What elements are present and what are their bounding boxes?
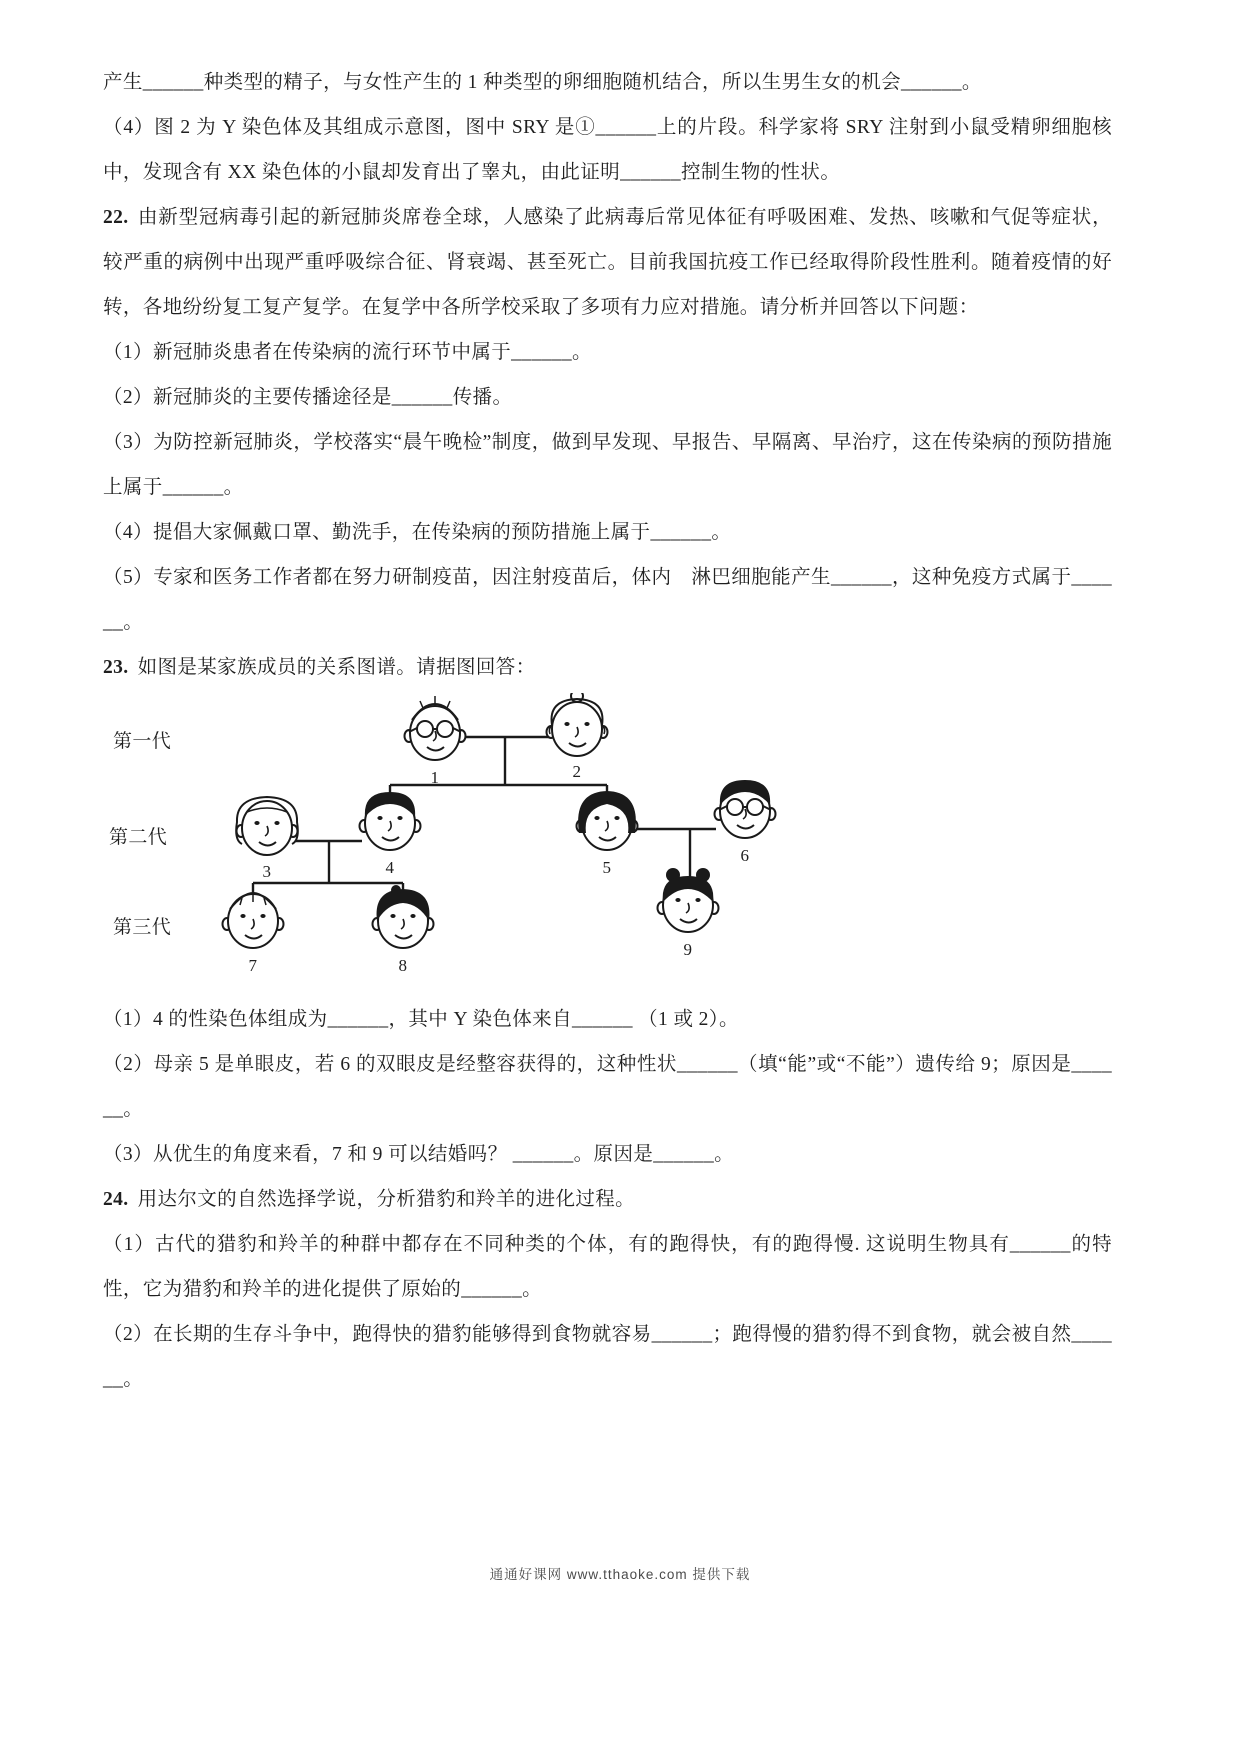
person-9-face bbox=[658, 868, 719, 932]
pedigree-diagram bbox=[105, 693, 850, 993]
person-5-face bbox=[577, 791, 638, 850]
question-24-intro: 用达尔文的自然选择学说，分析猎豹和羚羊的进化过程。 bbox=[137, 1189, 636, 1210]
person-2-number: 2 bbox=[572, 762, 582, 781]
question-24-item-2: （2）在长期的生存斗争中，跑得快的猎豹能够得到食物就容易______；跑得慢的猎豹得不到食物，就会被自然______。 bbox=[103, 1324, 1112, 1390]
question-22-item-5: （5）专家和医务工作者都在努力研制疫苗，因注射疫苗后，体内 淋巴细胞能产生______，这种免疫方式属于______。 bbox=[103, 567, 1112, 633]
person-1-number: 1 bbox=[430, 768, 440, 787]
person-9-number: 9 bbox=[683, 940, 693, 959]
question-22 bbox=[103, 195, 1112, 330]
person-8-number: 8 bbox=[398, 956, 408, 975]
question-22-item-2: （2）新冠肺炎的主要传播途径是______传播。 bbox=[103, 387, 513, 408]
person-2-face bbox=[547, 693, 608, 756]
question-22-item-3: （3）为防控新冠肺炎，学校落实“晨午晚检”制度，做到早发现、早报告、早隔离、早治疗，这在传染病的预防措施上属于______。 bbox=[103, 432, 1112, 498]
question-24 bbox=[103, 1177, 1112, 1222]
person-4-number: 4 bbox=[385, 858, 395, 877]
person-5-number: 5 bbox=[602, 858, 612, 877]
person-7-face bbox=[223, 893, 284, 948]
question-23-number: 23. bbox=[103, 657, 129, 678]
person-6-number: 6 bbox=[740, 846, 750, 865]
person-4-face bbox=[360, 792, 421, 850]
question-23-item-2: （2）母亲 5 是单眼皮，若 6 的双眼皮是经整容获得的，这种性状______（填“能”或“不能”）遗传给 9；原因是______。 bbox=[103, 1054, 1112, 1120]
question-22-item-4: （4）提倡大家佩戴口罩、勤洗手，在传染病的预防措施上属于______。 bbox=[103, 522, 732, 543]
question-22-item-1: （1）新冠肺炎患者在传染病的流行环节中属于______。 bbox=[103, 342, 592, 363]
person-7-number: 7 bbox=[248, 956, 258, 975]
person-1-face bbox=[405, 696, 466, 760]
generation-1-label: 第一代 bbox=[113, 731, 172, 752]
question-22-intro: 由新型冠病毒引起的新冠肺炎席卷全球，人感染了此病毒后常见体征有呼吸困难、发热、咳嗽和气促等症状，较严重的病例中出现严重呼吸综合征、肾衰竭、甚至死亡。目前我国抗疫工作已经取得阶段性胜利。随着疫情的好转，各地纷纷复工复产复学。在复学中各所学校采取了多项有力应对措施。请分析并回答以下问题： bbox=[103, 207, 1112, 318]
person-6-face bbox=[715, 780, 776, 838]
generation-3-label: 第三代 bbox=[113, 917, 172, 938]
question-21-continuation: 产生______种类型的精子，与女性产生的 1 种类型的卵细胞随机结合，所以生男生女的机会______。 bbox=[103, 72, 982, 93]
generation-2-label: 第二代 bbox=[109, 827, 168, 848]
question-24-item-1: （1）古代的猎豹和羚羊的种群中都存在不同种类的个体，有的跑得快，有的跑得慢. 这说明生物具有______的特性，它为猎豹和羚羊的进化提供了原始的______。 bbox=[103, 1234, 1112, 1300]
person-8-face bbox=[373, 885, 434, 948]
question-22-number: 22. bbox=[103, 207, 129, 228]
question-23-item-3: （3）从优生的角度来看，7 和 9 可以结婚吗？ ______。原因是______。 bbox=[103, 1144, 735, 1165]
question-21-item-4: （4）图 2 为 Y 染色体及其组成示意图，图中 SRY 是①______上的片段。科学家将 SRY 注射到小鼠受精卵细胞核中，发现含有 XX 染色体的小鼠却发育出了睾丸，由此证明______控制生物的性状。 bbox=[103, 117, 1112, 183]
person-3-number: 3 bbox=[262, 862, 272, 881]
family-tree-svg bbox=[105, 693, 850, 993]
question-23-item-1: （1）4 的性染色体组成为______，其中 Y 染色体来自______ （1 或 2）。 bbox=[103, 1009, 739, 1030]
question-23 bbox=[103, 645, 1112, 690]
page-footer: 通通好课网 www.tthaoke.com 提供下载 bbox=[489, 1567, 751, 1582]
question-23-intro: 如图是某家族成员的关系图谱。请据图回答： bbox=[137, 657, 536, 678]
person-3-face bbox=[236, 797, 298, 855]
question-24-number: 24. bbox=[103, 1189, 129, 1210]
pedigree-connector-lines bbox=[253, 737, 716, 895]
